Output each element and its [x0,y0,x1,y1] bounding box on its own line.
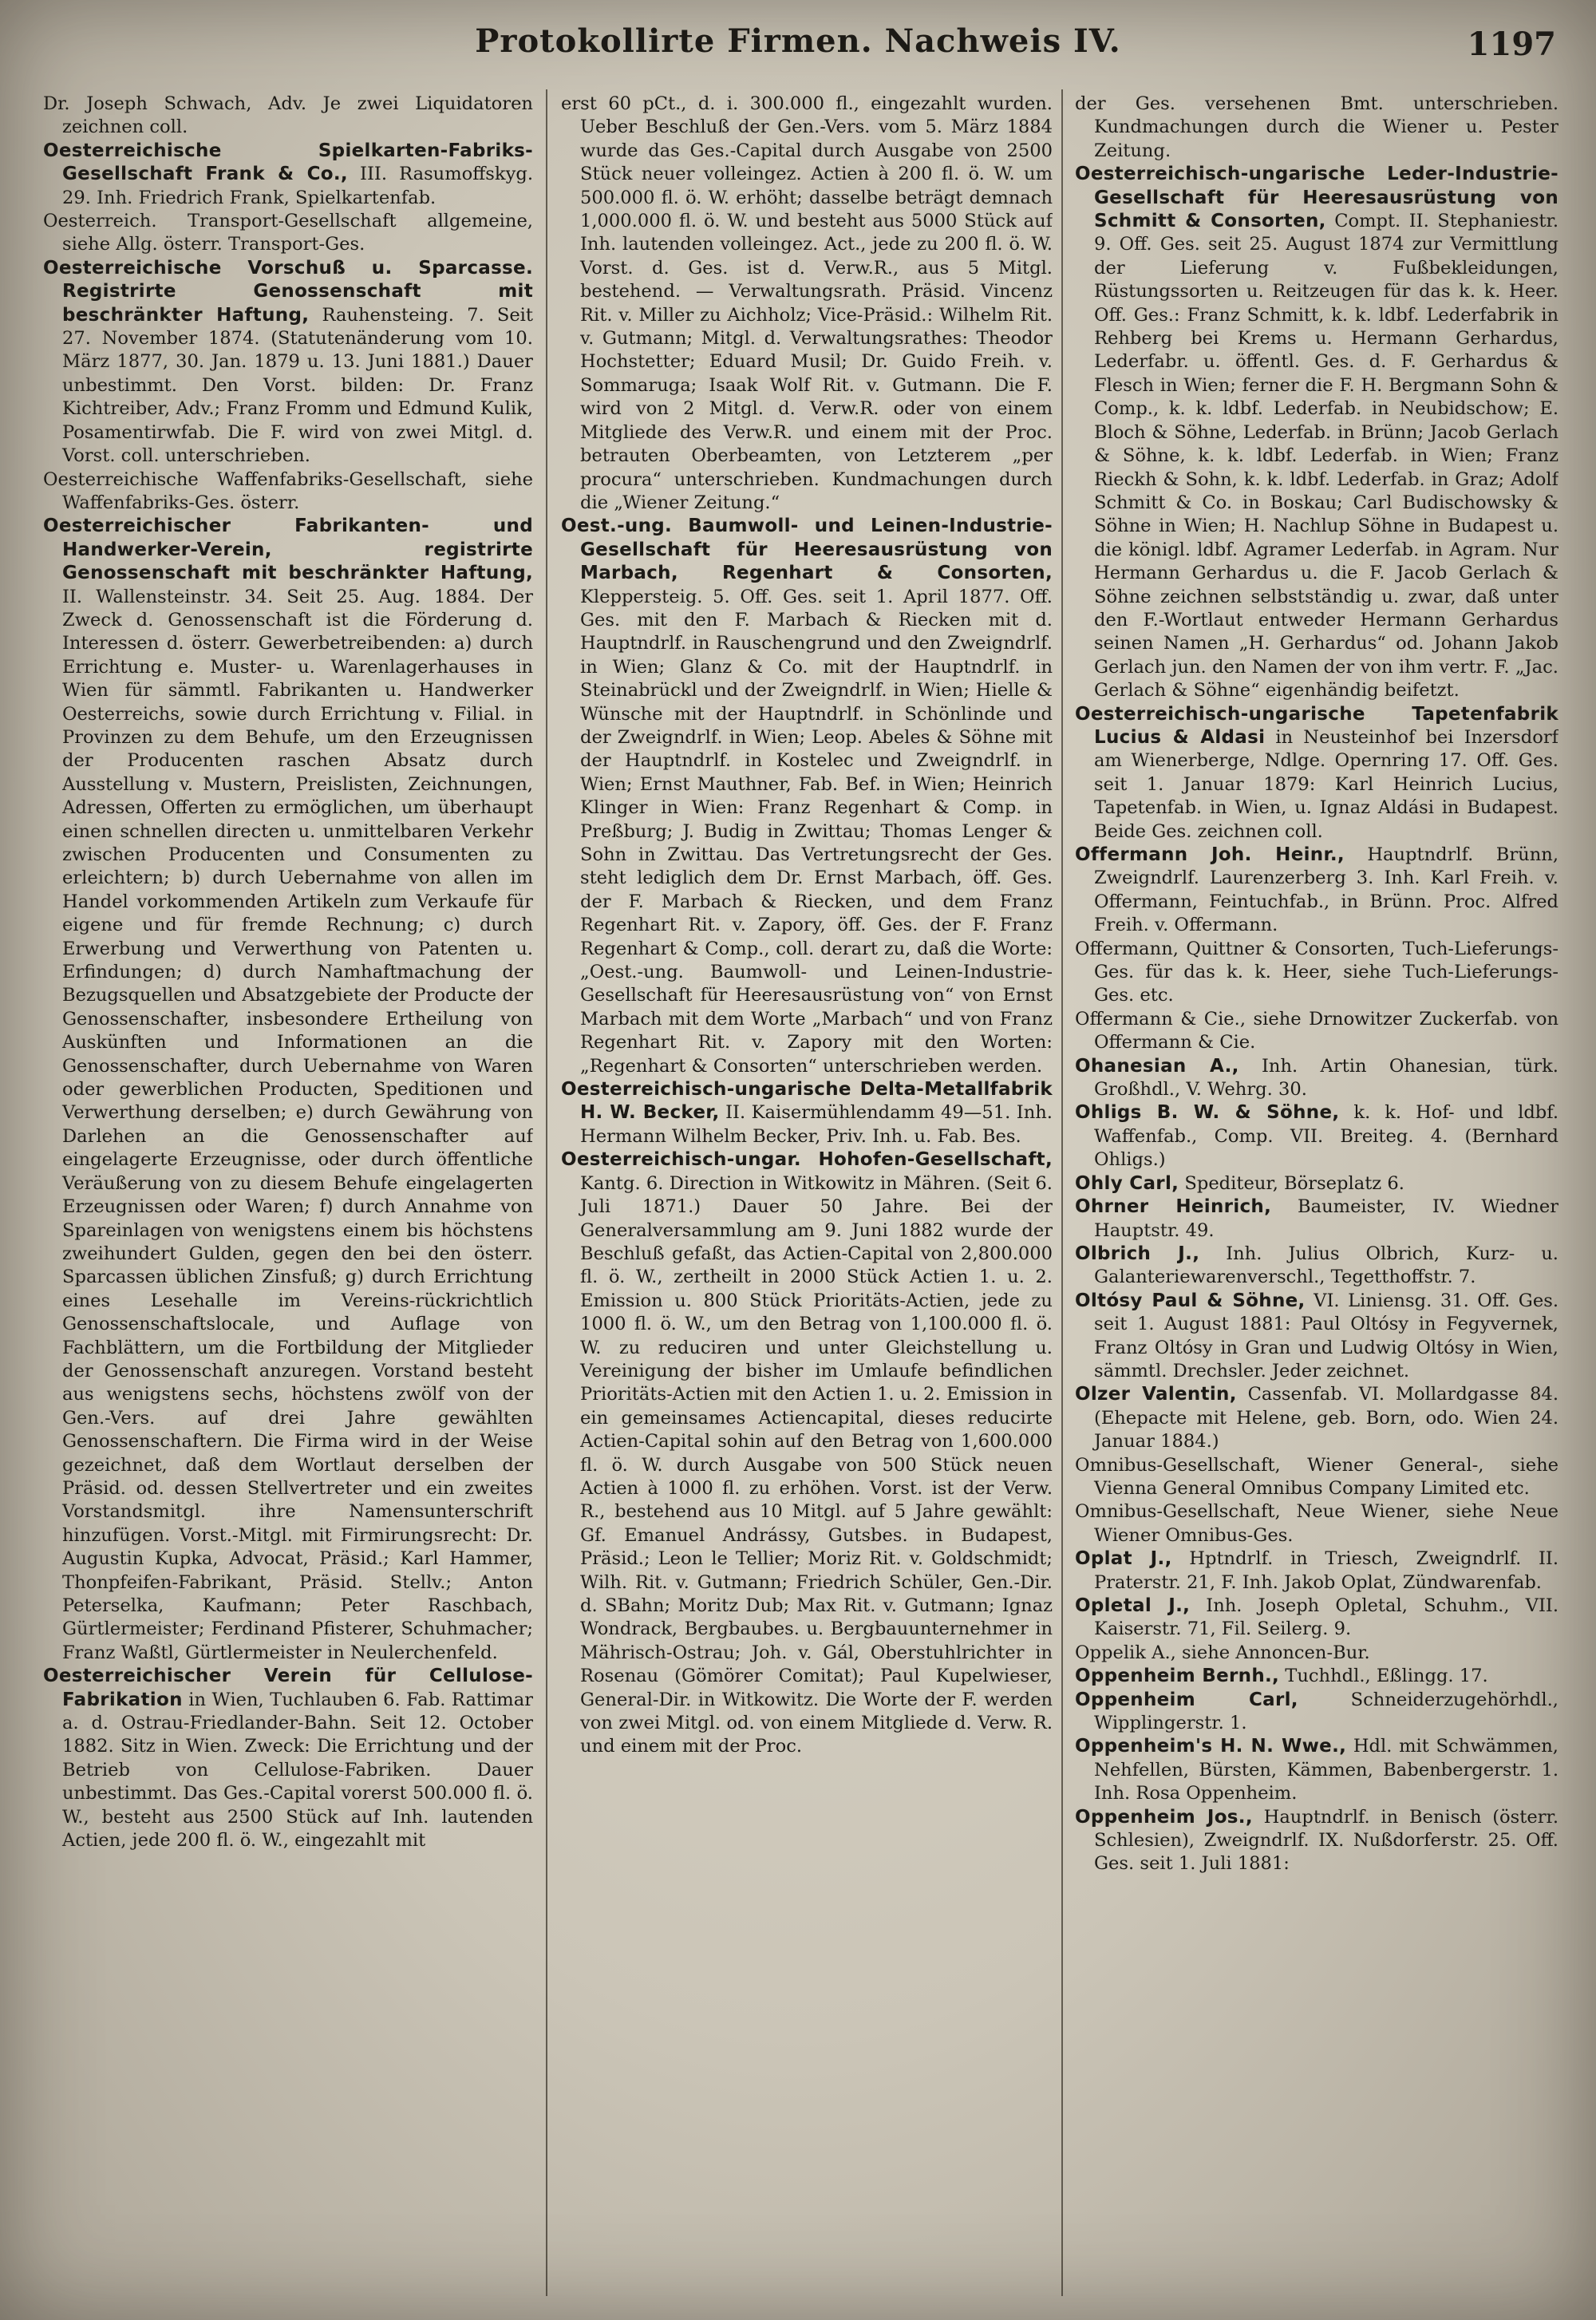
firm-name: Ohanesian A., [1075,1055,1239,1077]
entry-text: II. Kaisermühlendamm 49—51. Inh. Hermann Wilhelm Becker, Priv. Inh. u. Fab. Bes. [580,1102,1053,1147]
entry-text: Oppelik A., siehe Annoncen-Bur. [1075,1642,1370,1663]
firm-name: Oltósy Paul & Söhne, [1075,1290,1306,1311]
register-entry [1075,1290,1558,1384]
entry-text: Omnibus-Gesellschaft, Neue Wiener, siehe Neue Wiener Omnibus-Ges. [1075,1501,1558,1546]
register-entry [43,468,533,516]
page-title: Protokollirte Firmen. Nachweis IV. [475,22,1121,60]
register-entry [1075,1055,1558,1102]
firm-name: Oesterreichisch-ungar. Hohofen-Gesellschaft, [561,1149,1053,1171]
entry-text: Tuchhdl., Eßlingg. 17. [1285,1666,1488,1687]
column-divider [546,89,547,2296]
entry-text: III. Rasumoffskyg. 29. Inh. Friedrich Frank, Spielkartenfab. [62,164,533,208]
register-entry [43,93,533,140]
firm-name: Oppenheim Bernh., [1075,1666,1280,1687]
entry-text: Offermann, Quittner & Consorten, Tuch-Lieferungs-Ges. für das k. k. Heer, siehe Tuch-Lieferungs-Ges. etc. [1075,938,1558,1006]
firm-name: Oppenheim's H. N. Wwe., [1075,1736,1347,1757]
entry-text: II. Wallensteinstr. 34. Seit 25. Aug. 1884. Der Zweck d. Genossenschaft ist die Förderung d. Interessen d. österr. Gewerbetreibenden: a) durch Errichtung e. Muster- u. Warenlagerhauses in Wien für sämmtl. Fabrikanten u. Handwerker Oesterreichs, sowie durch Errichtung v. Filial. in Provinzen zu dem Behufe, um den Erzeugnissen der Producenten raschen Absatz durch Ausstellung v. Mustern, Preislisten, Zeichnungen, Adressen, Offerten zu ermöglichen, um überhaupt einen schnellen directen u. unmittelbaren Verkehr zwischen Producenten und Consumenten zu erleichtern; b) durch Uebernahme von allen im Handel vorkommenden Artikeln zum Verkaufe für eigene und für fremde Rechnung; c) durch Erwerbung und Verwerthung von Patenten u. Erfindungen; d) durch Namhaftmachung der Bezugsquellen und Absatzgebiete der Producte der Genossenschafter, insbesondere Ertheilung von Auskünften und Informationen an die Genossenschafter, durch Uebernahme von Waren oder gewerblichen Producten, Speditionen und Verwerthung derselben; e) durch Gewährung von Darlehen an die Genossenschafter auf eingelagerte Erzeugnisse, oder durch öffentliche Veräußerung von zu diesem Behufe eingelagerten Erzeugnissen oder Waren; f) durch Annahme von Spareinlagen von wenigstens einem bis höchstens zweihundert Gulden, gegen den bei den österr. Sparcassen üblichen Zinsfuß; g) durch Errichtung eines Lesehalle im Vereins-rückrichtlich Genossenschaftslocale, und Auflage von Fachblättern, um die Fortbildung der Mitglieder der Genossenschaft anzuregen. Vorstand besteht aus wenigstens sechs, höchstens zwölf von der Gen.-Vers. auf drei Jahre gewählten Genossenschaftern. Die Firma wird in der Weise gezeichnet, daß dem Wortlaut derselben der Präsid. od. dessen Stellvertreter und ein zweites Vorstandsmitgl. ihre Namensunterschrift hinzufügen. Vorst.-Mitgl. mit Firmirungsrecht: Dr. Augustin Kupka, Advocat, Präsid.; Karl Hammer, Thonpfeifen-Fabrikant, Präsid. Stellv.; Anton Peterselka, Kaufmann; Peter Raschbach, Gürtlermeister; Ferdinand Pfisterer, Schuhmacher; Franz Waßtl, Gürtlermeister in Neulerchenfeld. [62,586,533,1663]
register-entry [1075,1243,1558,1290]
register-entry [43,515,533,1665]
entry-text: Spediteur, Börseplatz 6. [1184,1172,1404,1194]
firm-name: Olzer Valentin, [1075,1384,1237,1405]
entry-text: Inh. Julius Olbrich, Kurz- u. Galanteriewarenverschl., Tegetthoffstr. 7. [1094,1243,1558,1288]
entry-text: Hdl. mit Schwämmen, Nehfellen, Bürsten, Kämmen, Babenbergerstr. 1. Inh. Rosa Oppenheim. [1094,1736,1558,1804]
entry-text: in Wien, Tuchlauben 6. Fab. Rattimar a. d. Ostrau-Friedlander-Bahn. Seit 12. October 1882. Sitz in Wien. Zweck: Die Errichtung und der Betrieb von Cellulose-Fabriken. Dauer unbestimmt. Das Ges.-Capital vorerst 500.000 fl. ö. W., besteht aus 2500 Stück auf Inh. lautenden Actien, jede 200 fl. ö. W., eingezahlt mit [62,1689,533,1852]
register-entry [561,515,1053,1078]
firm-name: Ohly Carl, [1075,1172,1179,1194]
column-divider [1061,89,1063,2296]
entry-text: Inh. Artin Ohanesian, türk. Großhdl., V. Wehrg. 30. [1094,1055,1558,1101]
register-entry [1075,1008,1558,1055]
firm-name: Oesterreichisch-ungarische Delta-Metallfabrik H. W. Becker, [561,1079,1053,1124]
register-entry [561,93,1053,515]
firm-name: Opletal J., [1075,1595,1191,1616]
entry-text: Compt. II. Stephaniestr. 9. Off. Ges. seit 25. August 1874 zur Vermittlung der Lieferung v. Fußbekleidungen, Rüstungssorten u. Reitzeugen für das k. k. Heer. Off. Ges.: Franz Schmitt, k. k. ldbf. Lederfabrik in Rehberg bei Krems u. Hermann Gerhardus, Lederfabr. u. öffentl. Ges. d. F. Gerhardus & Flesch in Wien; ferner die F. H. Bergmann Sohn & Comp., k. k. ldbf. Lederfab. in Neubidschow; E. Bloch & Söhne, Lederfab. in Brünn; Jacob Gerlach & Söhne, k. k. ldbf. Lederfab. in Wien; Franz Rieckh & Sohn, k. k. ldbf. Lederfab. in Graz; Adolf Schmitt & Co. in Boskau; Carl Budischowsky & Söhne in Wien; H. Nachlup Söhne in Budapest u. die königl. ldbf. Agramer Lederfab. in Agram. Nur Hermann Gerhardus u. die F. Jacob Gerlach & Söhne zeichnen selbstständig u. zwar, daß unter den F.-Wortlaut entweder Hermann Gerhardus seinen Namen „H. Gerhardus“ od. Johann Jakob Gerlach jun. den Namen der von ihm vertr. F. „Jac. Gerlach & Söhne“ eigenhändig beifetzt. [1094,211,1558,702]
firm-name: Oppenheim Jos., [1075,1806,1253,1828]
register-entry [1075,1806,1558,1876]
entry-text: erst 60 pCt., d. i. 300.000 fl., eingezahlt wurden. Ueber Beschluß der Gen.-Vers. vom 5. März 1884 wurde das Ges.-Capital durch Ausgabe von 2500 Stück neuer volleingez. Actien à 200 fl. ö. W. um 500.000 fl. ö. W. erhöht; dasselbe beträgt demnach 1,000.000 fl. ö. W. und besteht aus 5000 Stück auf Inh. lautenden volleingez. Act., jede zu 200 fl. ö. W. Vorst. d. Ges. ist d. Verw.R., aus 5 Mitgl. bestehend. — Verwaltungsrath. Präsid. Vincenz Rit. v. Miller zu Aichholz; Vice-Präsid.: Wilhelm Rit. v. Gutmann; Mitgl. d. Verwaltungsrathes: Theodor Hochstetter; Eduard Musil; Dr. Guido Freih. v. Sommaruga; Isaak Wolf Rit. v. Gutmann. Die F. wird von 2 Mitgl. d. Verw.R. oder von einem Mitgliede des Verw.R. und einem mit der Proc. betrauten Oberbeamten, von Letzterem „per procura“ unterschrieben. Kundmachungen durch die „Wiener Zeitung.“ [561,93,1053,513]
entry-text: Baumeister, IV. Wiedner Hauptstr. 49. [1094,1196,1558,1241]
entry-text: Kleppersteig. 5. Off. Ges. seit 1. April 1877. Off. Ges. mit den F. Marbach & Riecken mit d. Hauptndrlf. in Rauschengrund und den Zweigndrlf. in Wien; Glanz & Co. mit der Hauptndrlf. in Steinabrückl und der Zweigndrlf. in Wien; Hielle & Wünsche mit der Hauptndrlf. in Schönlinde und der Zweigndrlf. in Wien; Leop. Abeles & Söhne mit der Hauptndrlf. in Kostelec und Zweigndrlf. in Wien; Ernst Mauthner, Fab. Bef. in Wien; Heinrich Klinger in Wien: Franz Regenhart & Comp. in Preßburg; J. Budig in Zwittau; Thomas Lenger & Sohn in Zwittau. Das Vertretungsrecht der Ges. steht lediglich dem Dr. Ernst Marbach, öff. Ges. der F. Marbach & Riecken, und dem Franz Regenhart Rit. v. Zapory, öff. Ges. der F. Franz Regenhart & Comp., coll. derart zu, daß die Worte: „Oest.-ung. Baumwoll- und Leinen-Industrie-Gesellschaft für Heeresausrüstung von“ von Ernst Marbach mit dem Worte „Marbach“ und von Franz Regenhart Rit. v. Zapory mit den Worten: „Regenhart & Consorten“ unterschrieben werden. [580,586,1053,1077]
entry-text: in Neusteinhof bei Inzersdorf am Wienerberge, Ndlge. Opernring 17. Off. Ges. seit 1. Januar 1879: Karl Heinrich Lucius, Tapetenfab. in Wien, u. Ignaz Aldási in Budapest. Beide Ges. zeichnen coll. [1094,726,1558,842]
register-entry [1075,1383,1558,1453]
register-entry [561,1148,1053,1759]
column-1 [43,93,533,2295]
register-entry [1075,703,1558,844]
column-3 [1075,93,1558,2295]
entry-text: Oesterreich. Transport-Gesellschaft allgemeine, siehe Allg. österr. Transport-Ges. [43,211,533,255]
register-entry [1075,1735,1558,1805]
entry-text: Omnibus-Gesellschaft, Wiener General-, siehe Vienna General Omnibus Company Limited etc. [1075,1454,1558,1499]
page-number: 1197 [1467,26,1556,63]
register-entry [1075,1595,1558,1642]
firm-name: Oest.-ung. Baumwoll- und Leinen-Industrie-Gesellschaft für Heeresausrüstung von Marbach, Regenhart & Consorten, [561,516,1053,584]
firm-name: Olbrich J., [1075,1243,1200,1264]
firm-name: Oplat J., [1075,1548,1172,1570]
firm-name: Oesterreichisch-ungarische Tapetenfabrik Lucius & Aldasi [1075,703,1558,748]
entry-text: Oesterreichische Waffenfabriks-Gesellschaft, siehe Waffenfabriks-Ges. österr. [43,468,533,513]
register-entry [43,257,533,468]
entry-text: der Ges. versehenen Bmt. unterschrieben. Kundmachungen durch die Wiener u. Pester Zeitung. [1075,93,1558,161]
firm-name: Oesterreichischer Fabrikanten- und Handwerker-Verein, registrirte Genossenschaft mit beschränkter Haftung, [43,516,533,584]
firm-name: Offermann Joh. Heinr., [1075,844,1345,865]
register-entry [1075,1500,1558,1547]
entry-text: Dr. Joseph Schwach, Adv. Je zwei Liquidatoren zeichnen coll. [43,93,533,138]
register-entry [43,1665,533,1852]
entry-text: k. k. Hof- und ldbf. Waffenfab., Comp. VII. Breiteg. 4. (Bernhard Ohligs.) [1094,1102,1558,1171]
register-entry [1075,1689,1558,1736]
register-entry [561,1078,1053,1148]
firm-name: Oppenheim Carl, [1075,1689,1298,1710]
register-entry [43,140,533,210]
firm-name: Ohligs B. W. & Söhne, [1075,1102,1340,1124]
register-entry [1075,163,1558,702]
entry-text: Hptndrlf. in Triesch, Zweigndrlf. II. Praterstr. 21, F. Inh. Jakob Oplat, Zündwarenfab. [1094,1548,1558,1593]
register-entry [1075,1101,1558,1172]
register-entry [1075,1172,1558,1196]
entry-text: Kantg. 6. Direction in Witkowitz in Mähren. (Seit 6. Juli 1871.) Dauer 50 Jahre. Bei der Generalversammlung am 9. Juni 1882 wurde der Beschluß gefaßt, das Actien-Capital von 2,800.000 fl. ö. W., zertheilt in 2000 Stück Actien 1. u. 2. Emission u. 800 Stück Prioritäts-Actien, jede zu 1000 fl. ö. W., um den Betrag von 1,100.000 fl. ö. W. zu reduciren und unter Gleichstellung u. Vereinigung der bisher im Umlaufe befindlichen Prioritäts-Actien mit den Actien 1. u. 2. Emission in ein gemeinsames Actiencapital, dieses reducirte Actien-Capital sohin auf den Betrag von 1,600.000 fl. ö. W. durch Ausgabe von 500 Stück neuen Actien à 1000 fl. zu erhöhen. Vorst. ist der Verw. R., bestehend aus 10 Mitgl. auf 5 Jahre gewählt: Gf. Emanuel Andrássy, Gutsbes. in Budapest, Präsid.; Leon le Tellier; Moriz Rit. v. Goldschmidt; Wilh. Rit. v. Gutmann; Friedrich Schüler, Gen.-Dir. d. SBahn; Moritz Dub; Max Rit. v. Gutmann; Ignaz Wondrack, Bergbaubes. u. Bergbauunternehmer in Mährisch-Ostrau; Joh. v. Gál, Oberstuhlrichter in Rosenau (Gömörer Comitat); Paul Kupelwieser, General-Dir. in Witkowitz. Die Worte der F. werden von zwei Mitgl. od. von einem Mitgliede d. Verw. R. und einem mit der Proc. [580,1172,1053,1757]
firm-name: Oesterreichische Vorschuß u. Sparcasse. Registrirte Genossenschaft mit beschränkter Haftung, [43,257,533,326]
register-entry [43,210,533,257]
column-2 [561,93,1053,2295]
entry-text: Offermann & Cie., siehe Drnowitzer Zuckerfab. von Offermann & Cie. [1075,1008,1558,1053]
entry-text: Hauptndrlf. Brünn, Zweigndrlf. Laurenzerberg 3. Inh. Karl Freih. v. Offermann, Feintuchfab., in Brünn. Proc. Alfred Freih. v. Offermann. [1094,844,1558,936]
entry-text: VI. Liniensg. 31. Off. Ges. seit 1. August 1881: Paul Oltósy in Fegyvernek, Franz Oltósy in Gran und Ludwig Oltósy in Wien, sämmtl. Drechsler. Jeder zeichnet. [1094,1290,1558,1381]
entry-text: Hauptndrlf. in Benisch (österr. Schlesien), Zweigndrlf. IX. Nußdorferstr. 25. Off. Ges. seit 1. Juli 1881: [1094,1806,1558,1875]
register-entry [1075,93,1558,163]
register-entry [1075,844,1558,938]
firm-name: Ohrner Heinrich, [1075,1196,1272,1218]
register-entry [1075,1547,1558,1595]
page-header [0,22,1596,78]
register-entry [1075,938,1558,1008]
register-entry [1075,1642,1558,1665]
register-entry [1075,1665,1558,1688]
register-entry [1075,1196,1558,1243]
firm-name: Oesterreichische Spielkarten-Fabriks-Gesellschaft Frank & Co., [43,140,533,185]
entry-text: Inh. Joseph Opletal, Schuhm., VII. Kaiserstr. 71, Fil. Seilerg. 9. [1094,1595,1558,1640]
entry-text: Rauhensteing. 7. Seit 27. November 1874. (Statutenänderung vom 10. März 1877, 30. Jan. 1879 u. 13. Juni 1881.) Dauer unbestimmt. Den Vorst. bilden: Dr. Franz Kichtreiber, Adv.; Franz Fromm und Edmund Kulik, Posamentirwfab. Die F. wird von zwei Mitgl. d. Vorst. coll. unterschrieben. [62,304,533,467]
entry-text: Schneiderzugehörhdl., Wipplingerstr. 1. [1094,1689,1558,1734]
register-entry [1075,1454,1558,1501]
firm-name: Oesterreichischer Verein für Cellulose-Fabrikation [43,1666,533,1710]
firm-name: Oesterreichisch-ungarische Leder-Industrie-Gesellschaft für Heeresausrüstung von Schmitt & Consorten, [1075,164,1558,232]
entry-text: Cassenfab. VI. Mollardgasse 84. (Ehepacte mit Helene, geb. Born, odo. Wien 24. Januar 1884.) [1094,1384,1558,1452]
